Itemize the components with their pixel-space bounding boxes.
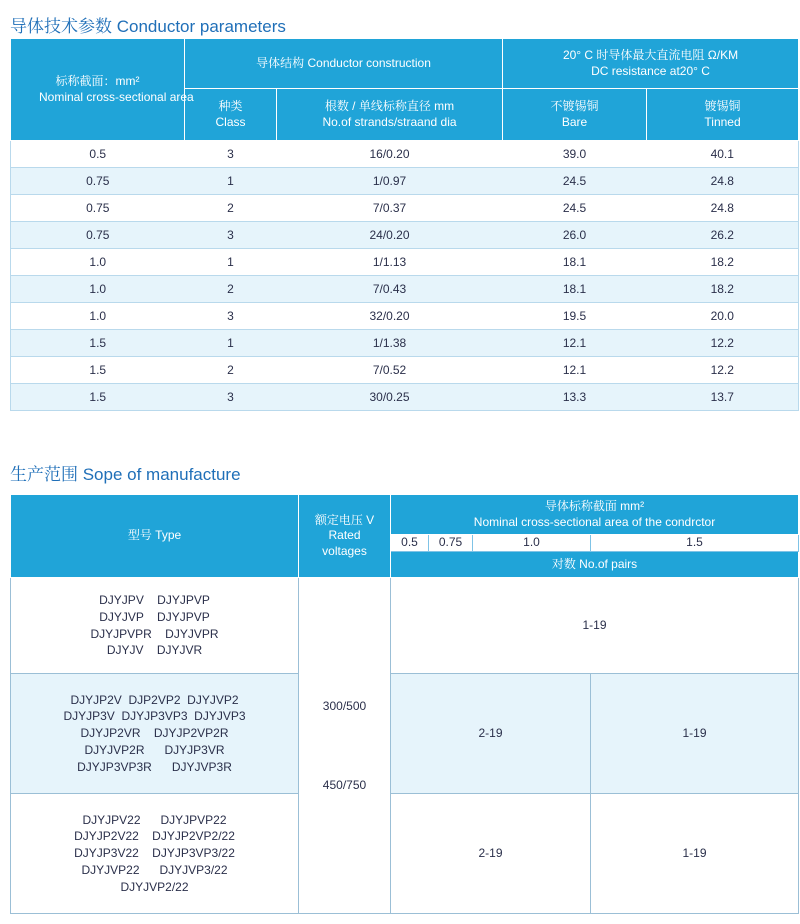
header-strands-en: No.of strands/straand dia <box>322 114 457 129</box>
cell-area: 1.5 <box>11 384 185 411</box>
header-bare <box>503 89 647 141</box>
header-rated-voltage-cn: 额定电压 V <box>314 512 375 527</box>
table-row <box>11 276 799 303</box>
header-dc-resistance <box>503 39 799 89</box>
type-line: DJYJP3V DJYJP3VP3 DJYJVP3 <box>63 709 246 724</box>
header-bare-cn: 不镀锡铜 <box>550 98 599 113</box>
header-rated-voltage-en2: voltages <box>322 543 367 558</box>
type-line: DJYJPV22 DJYJPVP22 <box>82 812 227 827</box>
voltage-300-500: 300/500 <box>322 698 367 713</box>
type-group-1 <box>11 578 299 674</box>
cell-strands: 1/0.97 <box>277 168 503 195</box>
cell-bare: 12.1 <box>503 357 647 384</box>
cell-strands: 32/0.20 <box>277 303 503 330</box>
header-strands <box>277 89 503 141</box>
cell-area: 1.5 <box>11 357 185 384</box>
cell-class: 3 <box>185 222 277 249</box>
pairs-group-2-large: 1-19 <box>591 674 799 794</box>
table-row <box>11 141 799 168</box>
cell-area: 1.5 <box>11 330 185 357</box>
header-nominal-area-en: Nominal cross-sectional area <box>39 89 194 104</box>
type-line: DJYJVP DJYJPVP <box>99 609 210 624</box>
size-0-75: 0.75 <box>429 535 473 552</box>
header-nominal-area-conductor-cn: 导体标称截面 mm² <box>544 498 645 513</box>
header-class <box>185 89 277 141</box>
cell-bare: 18.1 <box>503 276 647 303</box>
cell-area: 1.0 <box>11 276 185 303</box>
cell-strands: 16/0.20 <box>277 141 503 168</box>
header-dc-resistance-cn: 20° C 时导体最大直流电阻 Ω/KM <box>562 47 739 62</box>
header-nominal-area <box>11 39 194 141</box>
header-rated-voltage-en1: Rated <box>328 528 361 543</box>
cell-area: 1.0 <box>11 303 185 330</box>
type-line: DJYJPV DJYJPVP <box>99 592 210 607</box>
cell-class: 1 <box>185 249 277 276</box>
header-pairs: 对数 No.of pairs <box>391 552 799 578</box>
header-nominal-area-cn: 标称截面：mm² <box>55 73 140 88</box>
cell-area: 0.75 <box>11 222 185 249</box>
rated-voltage-cell <box>299 578 391 914</box>
header-nominal-area-conductor-en: Nominal cross-sectional area of the condrctor <box>473 514 716 529</box>
pairs-group-3-small: 2-19 <box>391 794 591 914</box>
cell-strands: 7/0.52 <box>277 357 503 384</box>
type-line: DJYJPVPR DJYJVPR <box>90 626 219 641</box>
cell-strands: 7/0.43 <box>277 276 503 303</box>
header-class-en: Class <box>215 114 246 129</box>
type-group-2 <box>11 674 299 794</box>
header-tinned-en: Tinned <box>704 114 741 129</box>
cell-class: 1 <box>185 330 277 357</box>
type-group-3 <box>11 794 299 914</box>
cell-area: 0.75 <box>11 168 185 195</box>
header-bare-en: Bare <box>561 114 588 129</box>
table-row <box>11 222 799 249</box>
cell-tinned: 26.2 <box>647 222 799 249</box>
manufacture-scope-title: 生产范围 Sope of manufacture <box>10 465 241 484</box>
cell-tinned: 12.2 <box>647 357 799 384</box>
header-rated-voltage <box>299 495 391 578</box>
cell-area: 0.75 <box>11 195 185 222</box>
cell-class: 2 <box>185 357 277 384</box>
table-row <box>11 303 799 330</box>
cell-bare: 19.5 <box>503 303 647 330</box>
cell-tinned: 24.8 <box>647 195 799 222</box>
table-row <box>11 168 799 195</box>
size-1-0: 1.0 <box>473 535 591 552</box>
cell-bare: 18.1 <box>503 249 647 276</box>
cell-bare: 24.5 <box>503 168 647 195</box>
header-class-cn: 种类 <box>218 98 243 113</box>
cell-area: 0.5 <box>11 141 185 168</box>
header-type: 型号 Type <box>11 495 299 578</box>
table-row <box>11 195 799 222</box>
conductor-parameters-table <box>10 38 799 411</box>
table-row <box>11 249 799 276</box>
type-line: DJYJP2VR DJYJP2VP2R <box>80 726 229 741</box>
cell-strands: 1/1.13 <box>277 249 503 276</box>
cell-strands: 1/1.38 <box>277 330 503 357</box>
cell-class: 2 <box>185 195 277 222</box>
header-tinned-cn: 镀锡铜 <box>704 98 741 113</box>
cell-class: 3 <box>185 384 277 411</box>
cell-bare: 39.0 <box>503 141 647 168</box>
cell-tinned: 12.2 <box>647 330 799 357</box>
cell-strands: 7/0.37 <box>277 195 503 222</box>
header-tinned <box>647 89 799 141</box>
cell-class: 3 <box>185 303 277 330</box>
type-line: DJYJP3V22 DJYJP3VP3/22 <box>74 846 235 861</box>
cell-class: 2 <box>185 276 277 303</box>
header-dc-resistance-en: DC resistance at20° C <box>591 63 710 78</box>
cell-bare: 12.1 <box>503 330 647 357</box>
type-line: DJYJVP2/22 <box>120 879 189 894</box>
cell-tinned: 18.2 <box>647 249 799 276</box>
cell-strands: 30/0.25 <box>277 384 503 411</box>
size-0-5: 0.5 <box>391 535 429 552</box>
cell-class: 3 <box>185 141 277 168</box>
type-line: DJYJP2V DJP2VP2 DJYJVP2 <box>70 692 239 707</box>
cell-bare: 13.3 <box>503 384 647 411</box>
cell-class: 1 <box>185 168 277 195</box>
header-conductor-construction: 导体结构 Conductor construction <box>185 39 503 89</box>
cell-strands: 24/0.20 <box>277 222 503 249</box>
cell-tinned: 18.2 <box>647 276 799 303</box>
cell-bare: 24.5 <box>503 195 647 222</box>
cell-bare: 26.0 <box>503 222 647 249</box>
type-line: DJYJVP22 DJYJVP3/22 <box>81 862 228 877</box>
type-line: DJYJVP2R DJYJP3VR <box>84 742 225 757</box>
pairs-group-3-large: 1-19 <box>591 794 799 914</box>
type-line: DJYJP3VP3R DJYJVP3R <box>77 759 232 774</box>
cell-tinned: 13.7 <box>647 384 799 411</box>
header-strands-cn: 根数 / 单线标称直径 mm <box>324 98 455 113</box>
header-nominal-area-conductor <box>391 495 799 535</box>
pairs-group-1: 1-19 <box>391 578 799 674</box>
size-1-5: 1.5 <box>591 535 799 552</box>
table-row <box>11 357 799 384</box>
type-line: DJYJP2V22 DJYJP2VP2/22 <box>74 829 235 844</box>
conductor-parameters-title: 导体技术参数 Conductor parameters <box>10 17 286 36</box>
pairs-group-2-small: 2-19 <box>391 674 591 794</box>
table-row <box>11 384 799 411</box>
cell-tinned: 24.8 <box>647 168 799 195</box>
cell-tinned: 40.1 <box>647 141 799 168</box>
manufacture-scope-table <box>10 494 799 914</box>
cell-area: 1.0 <box>11 249 185 276</box>
voltage-450-750: 450/750 <box>322 777 367 792</box>
type-line: DJYJV DJYJVR <box>106 643 203 658</box>
table-row <box>11 330 799 357</box>
cell-tinned: 20.0 <box>647 303 799 330</box>
